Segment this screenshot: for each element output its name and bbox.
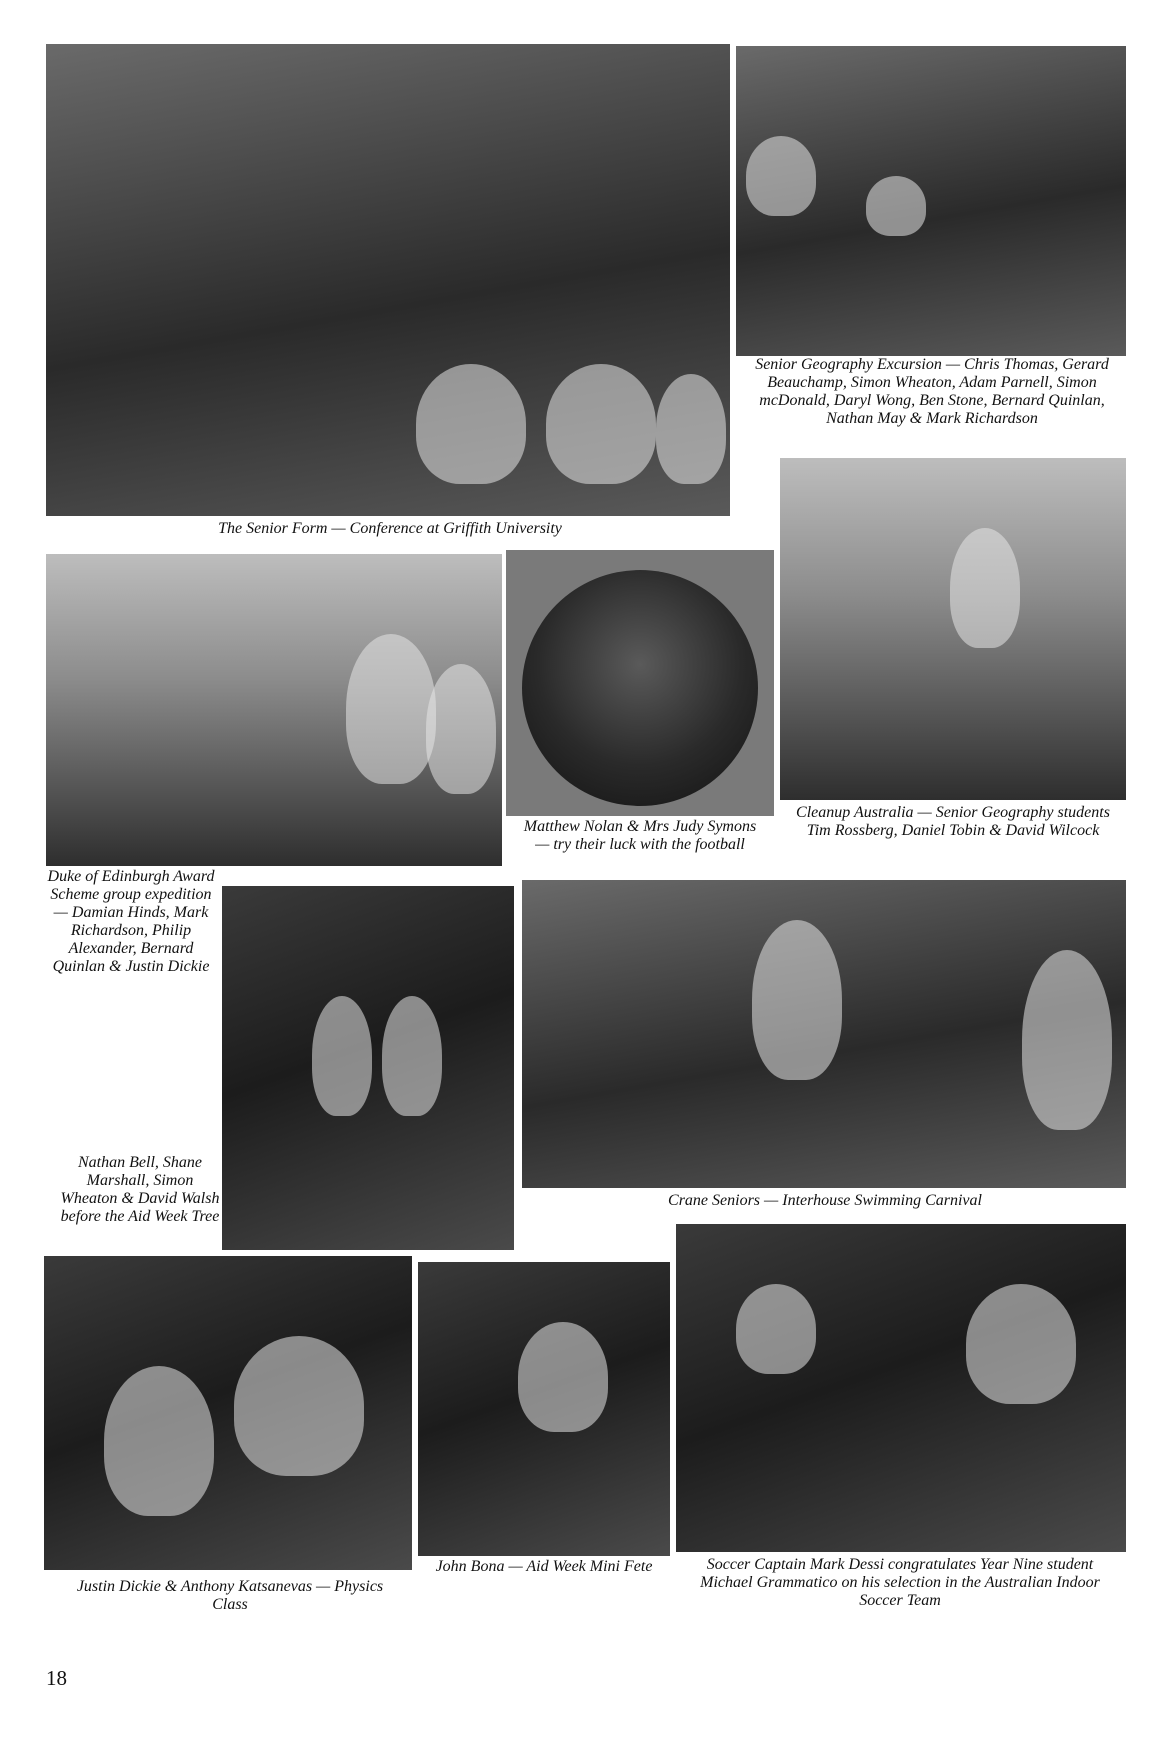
photo-physics-class (44, 1256, 412, 1570)
caption-duke-of-edinburgh: Duke of Edinburgh Award Scheme group expedition — Damian Hinds, Mark Richardson, Philip Alexander, Bernard Quinlan & Justin Dickie (47, 868, 215, 975)
caption-physics-class: Justin Dickie & Anthony Katsanevas — Physics Class (76, 1578, 384, 1613)
photo-senior-form (46, 44, 730, 516)
photo-duke-of-edinburgh (46, 554, 502, 866)
caption-cleanup-australia: Cleanup Australia — Senior Geography students Tim Rossberg, Daniel Tobin & David Wilcock (796, 804, 1110, 839)
page-number: 18 (46, 1666, 67, 1690)
caption-matthew-nolan: Matthew Nolan & Mrs Judy Symons — try their luck with the football (523, 818, 757, 853)
caption-geography-excursion: Senior Geography Excursion — Chris Thomas, Gerard Beauchamp, Simon Wheaton, Adam Parnell, Simon mcDonald, Daryl Wong, Ben Stone, Bernard Quinlan, Nathan May & Mark Richardson (755, 356, 1109, 427)
caption-crane-seniors: Crane Seniors — Interhouse Swimming Carnival (668, 1192, 982, 1209)
caption-aid-week-tree: Nathan Bell, Shane Marshall, Simon Wheaton & David Walsh before the Aid Week Tree (60, 1154, 220, 1225)
caption-soccer-captain: Soccer Captain Mark Dessi congratulates Year Nine student Michael Grammatico on his selection in the Australian Indoor Soccer Team (700, 1556, 1100, 1609)
photo-geography-excursion (736, 46, 1126, 356)
caption-john-bona: John Bona — Aid Week Mini Fete (435, 1558, 653, 1575)
photo-matthew-nolan (506, 550, 774, 816)
photo-john-bona (418, 1262, 670, 1556)
photo-aid-week-tree (222, 886, 514, 1250)
photo-soccer-captain (676, 1224, 1126, 1552)
photo-cleanup-australia (780, 458, 1126, 800)
photo-crane-seniors (522, 880, 1126, 1188)
caption-senior-form: The Senior Form — Conference at Griffith University (218, 520, 562, 537)
